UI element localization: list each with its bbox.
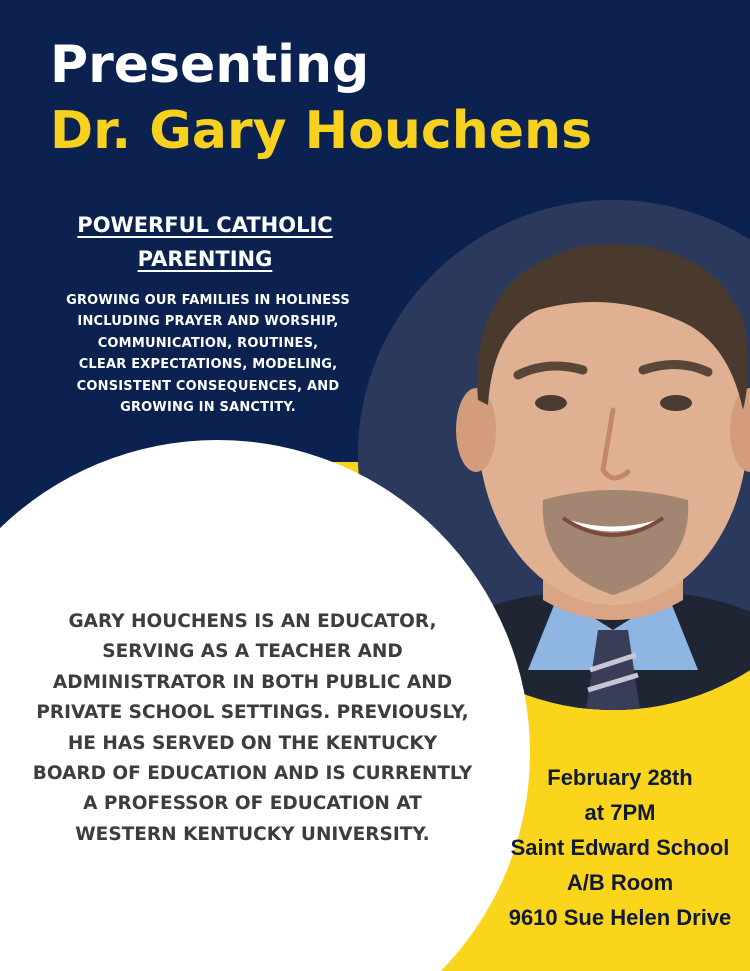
talk-description	[28, 290, 388, 418]
event-room: A/B Room	[566, 870, 674, 895]
description-line: GROWING IN SANCTITY.	[120, 400, 296, 416]
description-line: CONSISTENT CONSEQUENCES, AND	[76, 378, 340, 394]
bio-line: PRIVATE SCHOOL SETTINGS. PREVIOUSLY,	[36, 702, 469, 724]
bio-line: A PROFESSOR OF EDUCATION AT	[83, 793, 422, 815]
bio-line: BOARD OF EDUCATION AND IS CURRENTLY	[32, 763, 473, 785]
bio-line: HE HAS SERVED ON THE KENTUCKY	[67, 732, 438, 754]
bio-line: ADMINISTRATOR IN BOTH PUBLIC AND	[52, 671, 453, 693]
description-line: GROWING OUR FAMILIES IN HOLINESS	[66, 293, 350, 308]
talk-title	[40, 208, 370, 276]
event-date: February 28th	[547, 765, 693, 790]
presenting-heading: Presenting	[50, 35, 370, 95]
description-line: COMMUNICATION, ROUTINES,	[97, 335, 319, 351]
speaker-name-heading: Dr. Gary Houchens	[50, 101, 593, 161]
event-address: 9610 Sue Helen Drive	[508, 905, 732, 930]
bio-line: GARY HOUCHENS IS AN EDUCATOR,	[68, 611, 437, 632]
event-details	[495, 760, 745, 935]
bio-line: SERVING AS A TEACHER AND	[102, 641, 403, 663]
event-time: at 7PM	[584, 800, 656, 825]
talk-title-line: POWERFUL CATHOLIC	[77, 213, 333, 237]
event-venue: Saint Edward School	[510, 835, 730, 860]
description-line: INCLUDING PRAYER AND WORSHIP,	[77, 314, 339, 330]
talk-title-line: PARENTING	[137, 247, 273, 271]
speaker-bio	[0, 607, 505, 850]
description-line: CLEAR EXPECTATIONS, MODELING,	[78, 357, 338, 373]
bio-line: WESTERN KENTUCKY UNIVERSITY.	[75, 823, 430, 845]
